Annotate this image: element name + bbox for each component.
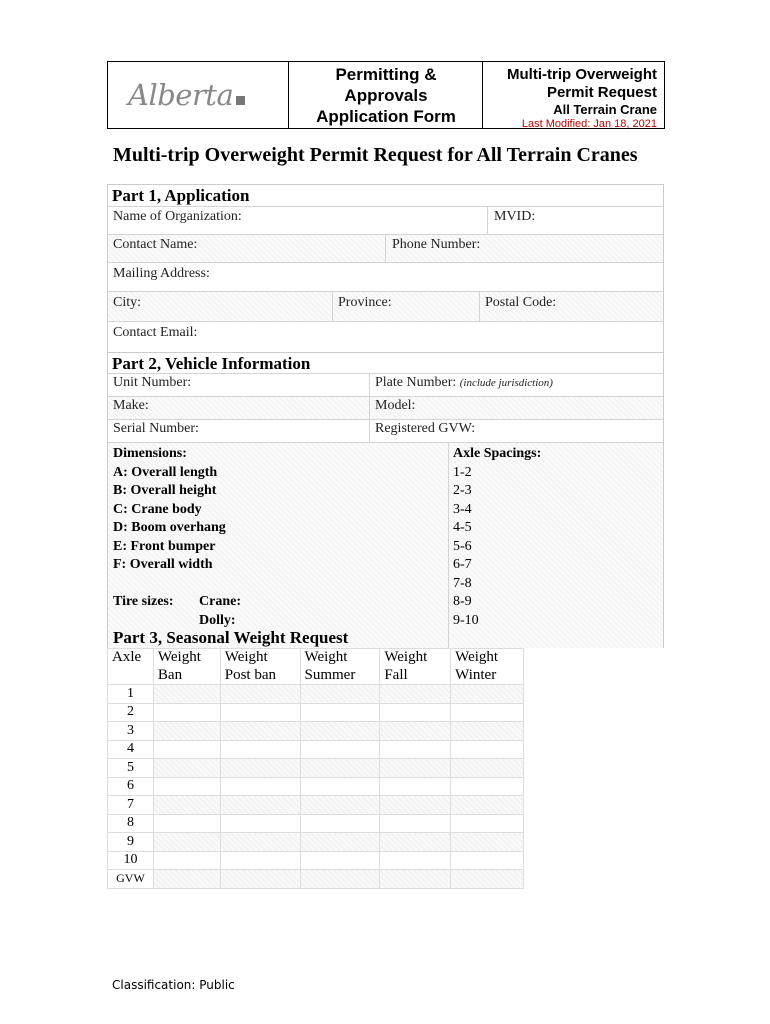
axle-spacing-3: 3-4: [453, 501, 472, 517]
part2-heading: Part 2, Vehicle Information: [112, 354, 311, 373]
axle-spacing-7: 7-8: [453, 575, 472, 591]
page-title: Multi-trip Overweight Permit Request for All Terrain Cranes: [113, 144, 638, 166]
weight-cell[interactable]: [300, 777, 380, 796]
weight-cell[interactable]: [220, 796, 300, 815]
form-header: [107, 61, 665, 129]
email-label: Contact Email:: [113, 325, 198, 340]
axle-spacing-9: 9-10: [453, 612, 479, 628]
axle-spacing-2: 2-3: [453, 483, 472, 498]
axle-number: 10: [108, 851, 154, 870]
header-center-line-3: Application Form: [316, 107, 456, 126]
weight-cell[interactable]: [220, 759, 300, 778]
column-header: Weight: [153, 649, 220, 667]
weight-cell[interactable]: [300, 759, 380, 778]
column-header: Weight: [300, 649, 380, 667]
axle-number: 4: [108, 740, 154, 759]
column-header: Winter: [451, 667, 524, 685]
table-header-row: [108, 649, 524, 667]
part3-heading: Part 3, Seasonal Weight Request: [113, 628, 349, 647]
weight-cell[interactable]: [451, 870, 524, 889]
table-row: [108, 722, 524, 741]
weight-cell[interactable]: [153, 814, 220, 833]
seasonal-weight-table: [107, 648, 524, 889]
dimension-e: E: Front bumper: [113, 538, 216, 554]
axle-number: 1: [108, 685, 154, 704]
axle-number: 8: [108, 814, 154, 833]
axle-spacing-8: 8-9: [453, 594, 472, 609]
axle-number: 7: [108, 796, 154, 815]
plate-note: (include jurisdiction): [459, 377, 553, 389]
column-header: Weight: [220, 649, 300, 667]
weight-cell[interactable]: [451, 703, 524, 722]
weight-cell[interactable]: [451, 777, 524, 796]
logo-mark-icon: [236, 96, 245, 105]
city-label: City:: [113, 295, 142, 310]
table-row: [108, 833, 524, 852]
axle-spacing-1: 1-2: [453, 464, 472, 480]
column-header: Post ban: [220, 667, 300, 685]
weight-cell[interactable]: [380, 740, 451, 759]
table-row: [108, 740, 524, 759]
weight-cell[interactable]: [300, 833, 380, 852]
dimension-c: C: Crane body: [113, 501, 202, 517]
weight-cell[interactable]: [220, 777, 300, 796]
weight-cell[interactable]: [380, 722, 451, 741]
dimensions-heading: Dimensions:: [113, 446, 187, 461]
axle-number: 9: [108, 833, 154, 852]
weight-cell[interactable]: [153, 703, 220, 722]
column-header: Ban: [153, 667, 220, 685]
weight-cell[interactable]: [300, 870, 380, 889]
column-header: Axle: [108, 649, 154, 667]
weight-cell[interactable]: [300, 703, 380, 722]
weight-cell[interactable]: [220, 851, 300, 870]
table-header-row: [108, 667, 524, 685]
org-label: Name of Organization:: [113, 209, 242, 224]
header-right-cell: [482, 62, 664, 128]
weight-cell[interactable]: [153, 851, 220, 870]
weight-cell[interactable]: [451, 833, 524, 852]
weight-cell[interactable]: [380, 870, 451, 889]
tire-crane-label: Crane:: [199, 594, 241, 609]
header-center-line-1: Permitting &: [335, 65, 437, 84]
email-row: [108, 321, 663, 352]
serial-row: [108, 419, 663, 442]
weight-cell[interactable]: [380, 796, 451, 815]
dimension-f: F: Overall width: [113, 557, 213, 572]
last-modified: Last Modified: Jan 18, 2021: [521, 118, 657, 130]
dimension-a: A: Overall length: [113, 464, 218, 480]
weight-cell[interactable]: [153, 777, 220, 796]
mailing-row: [108, 262, 663, 291]
weight-cell[interactable]: [153, 722, 220, 741]
plate-label: Plate Number: (include jurisdiction): [375, 375, 553, 390]
dimension-b: B: Overall height: [113, 483, 217, 498]
weight-cell[interactable]: [220, 685, 300, 704]
column-header: Weight: [451, 649, 524, 667]
weight-cell[interactable]: [220, 833, 300, 852]
weight-cell[interactable]: [380, 685, 451, 704]
weight-cell[interactable]: [220, 814, 300, 833]
weight-cell[interactable]: [300, 740, 380, 759]
column-header: Summer: [300, 667, 380, 685]
contact-label: Contact Name:: [113, 237, 198, 252]
table-row: [108, 777, 524, 796]
part1-heading: Part 1, Application: [112, 186, 250, 205]
unit-row: [108, 373, 663, 396]
province-label: Province:: [338, 295, 392, 310]
header-right-line-1: Multi-trip Overweight: [507, 66, 657, 83]
serial-label: Serial Number:: [113, 421, 199, 436]
weight-cell[interactable]: [220, 703, 300, 722]
axle-number: 5: [108, 759, 154, 778]
axle-number: 6: [108, 777, 154, 796]
weight-cell[interactable]: [220, 740, 300, 759]
axle-number: GVW: [108, 870, 154, 889]
weight-cell[interactable]: [153, 796, 220, 815]
make-row[interactable]: [108, 396, 663, 419]
part1-section: [107, 184, 664, 352]
weight-cell[interactable]: [451, 814, 524, 833]
weight-cell[interactable]: [451, 722, 524, 741]
dimensions-block[interactable]: [108, 442, 663, 648]
weight-cell[interactable]: [380, 759, 451, 778]
table-row: [108, 851, 524, 870]
weight-cell[interactable]: [300, 685, 380, 704]
gvw-label: Registered GVW:: [375, 421, 476, 436]
weight-cell[interactable]: [380, 703, 451, 722]
header-center-line-2: Approvals: [344, 86, 428, 105]
unit-label: Unit Number:: [113, 375, 192, 390]
header-center-cell: [288, 62, 483, 128]
part2-section: [107, 352, 664, 648]
tire-label: Tire sizes:: [113, 594, 174, 609]
weight-cell[interactable]: [220, 870, 300, 889]
header-right-subtitle: All Terrain Crane: [553, 102, 657, 117]
weight-cell[interactable]: [380, 777, 451, 796]
alberta-logo: Alberta: [128, 78, 245, 112]
table-row: [108, 814, 524, 833]
table-row: [108, 759, 524, 778]
axle-number: 2: [108, 703, 154, 722]
table-row: [108, 870, 524, 889]
weight-cell[interactable]: [451, 740, 524, 759]
table-row: [108, 796, 524, 815]
header-right-line-2: Permit Request: [546, 84, 657, 101]
axle-spacing-5: 5-6: [453, 538, 472, 554]
axle-spacing-6: 6-7: [453, 557, 472, 572]
classification-footer: Classification: Public: [112, 978, 235, 992]
weight-cell[interactable]: [153, 740, 220, 759]
weight-cell[interactable]: [300, 722, 380, 741]
weight-cell[interactable]: [451, 851, 524, 870]
phone-label: Phone Number:: [392, 237, 481, 252]
weight-cell[interactable]: [380, 814, 451, 833]
mvid-label: MVID:: [494, 209, 536, 224]
weight-cell[interactable]: [451, 685, 524, 704]
dimension-d: D: Boom overhang: [113, 520, 226, 535]
weight-cell[interactable]: [300, 814, 380, 833]
weight-cell[interactable]: [300, 796, 380, 815]
weight-cell[interactable]: [153, 759, 220, 778]
weight-cell[interactable]: [380, 833, 451, 852]
table-row: [108, 703, 524, 722]
weight-cell[interactable]: [153, 833, 220, 852]
axle-number: 3: [108, 722, 154, 741]
make-label: Make:: [113, 398, 149, 413]
weight-cell[interactable]: [380, 851, 451, 870]
column-header: [108, 667, 154, 685]
model-label: Model:: [375, 398, 416, 413]
city-row[interactable]: [108, 291, 663, 321]
weight-cell[interactable]: [300, 851, 380, 870]
column-header: Weight: [380, 649, 451, 667]
tire-dolly-label: Dolly:: [199, 612, 236, 628]
weight-cell[interactable]: [451, 759, 524, 778]
weight-cell[interactable]: [153, 685, 220, 704]
weight-cell[interactable]: [220, 722, 300, 741]
axle-spacing-4: 4-5: [453, 520, 472, 535]
column-header: Fall: [380, 667, 451, 685]
weight-cell[interactable]: [451, 796, 524, 815]
contact-row[interactable]: [108, 234, 663, 262]
mailing-label: Mailing Address:: [113, 266, 210, 281]
weight-cell[interactable]: [153, 870, 220, 889]
table-row: [108, 685, 524, 704]
postal-label: Postal Code:: [485, 295, 557, 310]
axle-spacings-heading: Axle Spacings:: [453, 446, 542, 461]
org-row: [108, 206, 663, 234]
